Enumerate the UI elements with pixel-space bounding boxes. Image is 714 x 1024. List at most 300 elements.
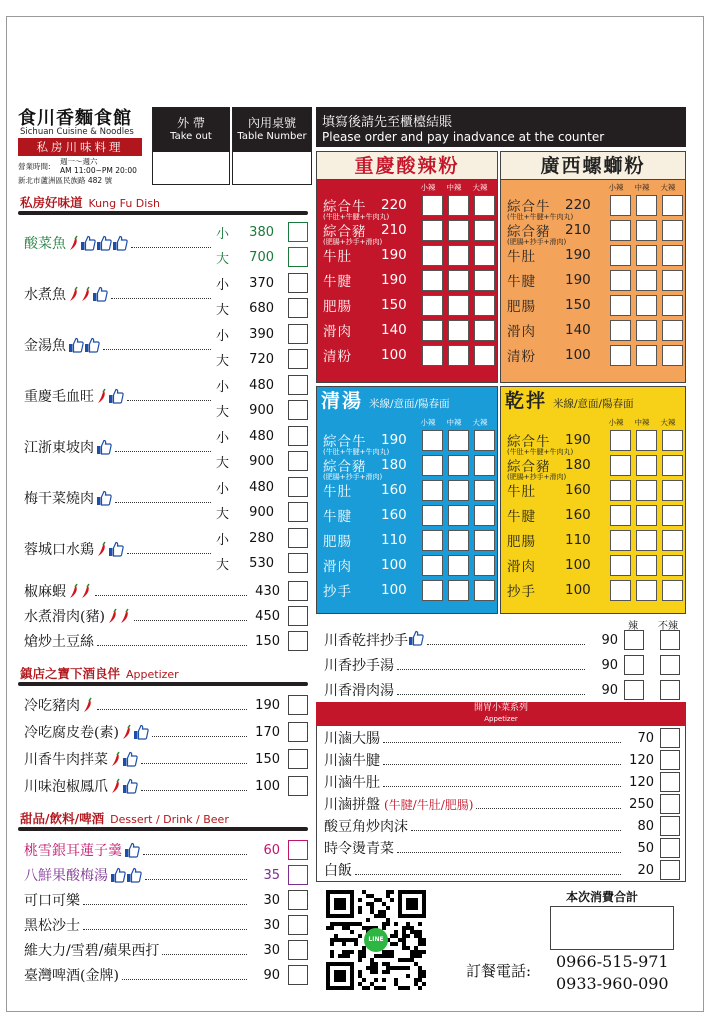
leader-dots xyxy=(127,544,211,554)
item-name: 牛肚 xyxy=(323,249,352,265)
checkbox-mild[interactable] xyxy=(610,555,631,576)
appetizer-item xyxy=(24,694,308,716)
checkbox-mild[interactable] xyxy=(610,295,631,316)
price: 700 xyxy=(249,249,274,265)
checkbox-medium[interactable] xyxy=(448,295,469,316)
thumbs-up-icon xyxy=(122,778,138,794)
dish-name: 川香牛肉拌菜 xyxy=(24,752,108,768)
item-label xyxy=(323,580,421,600)
kungfu-dish xyxy=(24,538,214,560)
checkbox-medium[interactable] xyxy=(636,195,657,216)
not-spicy-checkbox[interactable] xyxy=(660,630,680,650)
checkbox-mild[interactable] xyxy=(422,555,443,576)
price: 50 xyxy=(637,840,654,856)
checkbox-hot[interactable] xyxy=(474,455,495,476)
checkbox-hot[interactable] xyxy=(662,455,683,476)
checkbox-medium[interactable] xyxy=(448,270,469,291)
checkbox-medium[interactable] xyxy=(448,505,469,526)
order-checkbox[interactable] xyxy=(288,606,308,626)
thumbs-up-icon xyxy=(110,867,126,883)
spice-checkboxes xyxy=(610,345,683,366)
price: 430 xyxy=(255,583,280,599)
price: 900 xyxy=(249,402,274,418)
order-checkbox[interactable] xyxy=(288,915,308,935)
takeout-en: Take out xyxy=(170,131,212,142)
order-checkbox[interactable] xyxy=(288,451,308,471)
dish-icons xyxy=(110,751,138,767)
dish-icons xyxy=(124,842,140,858)
item-label xyxy=(507,295,605,315)
checkbox-hot[interactable] xyxy=(474,345,495,366)
item-price: 190 xyxy=(381,272,407,288)
thumbs-up-icon xyxy=(96,235,112,251)
item-components: (牛肚+牛腱+牛肉丸) xyxy=(323,448,390,456)
kungfu-title-zh: 私房好味道 xyxy=(20,195,83,210)
checkbox-medium[interactable] xyxy=(448,480,469,501)
size-label: 小 xyxy=(216,277,230,293)
checkbox-mild[interactable] xyxy=(422,270,443,291)
checkbox-mild[interactable] xyxy=(610,345,631,366)
checkbox-mild[interactable] xyxy=(422,245,443,266)
order-checkbox[interactable] xyxy=(288,349,308,369)
kungfu-dish xyxy=(24,385,214,407)
checkbox-medium[interactable] xyxy=(448,220,469,241)
checkbox-medium[interactable] xyxy=(448,195,469,216)
checkbox-medium[interactable] xyxy=(448,555,469,576)
item-label xyxy=(323,505,421,525)
order-checkbox[interactable] xyxy=(288,749,308,769)
drinks-item xyxy=(24,889,308,911)
checkbox-medium[interactable] xyxy=(448,345,469,366)
leader-dots xyxy=(131,238,211,248)
dish-icons xyxy=(96,439,112,455)
item-price: 110 xyxy=(565,532,591,548)
price: 150 xyxy=(255,633,280,649)
checkbox-medium[interactable] xyxy=(448,455,469,476)
order-checkbox[interactable] xyxy=(660,794,680,814)
spicy-header: 辣 xyxy=(628,621,638,632)
thumbs-up-icon xyxy=(96,490,112,506)
table-number-field[interactable] xyxy=(232,107,312,185)
panel-guangxi xyxy=(500,151,686,383)
item-name: 綜合牛 xyxy=(323,434,367,450)
price: 530 xyxy=(249,555,274,571)
checkbox-hot[interactable] xyxy=(662,530,683,551)
checkbox-mild[interactable] xyxy=(610,430,631,451)
thumbs-up-icon xyxy=(124,842,140,858)
item-name: 綜合牛 xyxy=(507,434,551,450)
item-label xyxy=(507,505,605,525)
leader-dots xyxy=(383,733,621,743)
checkbox-hot[interactable] xyxy=(662,480,683,501)
price: 90 xyxy=(601,682,618,698)
size-label: 小 xyxy=(216,379,230,395)
checkbox-mild[interactable] xyxy=(422,295,443,316)
order-checkbox[interactable] xyxy=(288,722,308,742)
item-label xyxy=(323,530,421,550)
size-option-large xyxy=(216,501,308,523)
item-label xyxy=(507,245,605,265)
checkbox-hot[interactable] xyxy=(474,195,495,216)
spice-checkboxes xyxy=(422,530,495,551)
leader-dots xyxy=(397,660,585,670)
item-label xyxy=(507,530,605,550)
thumbs-up-icon xyxy=(108,541,124,557)
size-label: 小 xyxy=(216,481,230,497)
item-label xyxy=(323,195,421,221)
spice-checkboxes xyxy=(610,220,683,241)
price: 450 xyxy=(255,608,280,624)
checkbox-mild[interactable] xyxy=(422,430,443,451)
table-caption xyxy=(233,108,311,152)
dish-name: 川滷牛肚 xyxy=(324,775,380,791)
panel-item xyxy=(507,479,683,501)
panel-header xyxy=(501,387,685,415)
checkbox-hot[interactable] xyxy=(474,480,495,501)
size-label: 大 xyxy=(216,302,230,318)
checkbox-hot[interactable] xyxy=(474,270,495,291)
order-checkbox[interactable] xyxy=(288,865,308,885)
order-checkbox[interactable] xyxy=(288,890,308,910)
item-name: 牛腱 xyxy=(507,509,536,525)
order-checkbox[interactable] xyxy=(288,502,308,522)
spicy-checkbox[interactable] xyxy=(624,680,644,700)
checkbox-hot[interactable] xyxy=(662,320,683,341)
spicy-checkbox[interactable] xyxy=(624,630,644,650)
panel-item xyxy=(323,429,495,456)
checkbox-hot[interactable] xyxy=(662,345,683,366)
item-label xyxy=(507,220,605,246)
leader-dots xyxy=(411,821,621,831)
checkbox-hot[interactable] xyxy=(474,430,495,451)
dish-name: 梅干菜燒肉 xyxy=(24,491,94,507)
item-name: 綜合牛 xyxy=(323,199,367,215)
line-badge-icon: LINE xyxy=(364,928,388,952)
hours-value xyxy=(60,157,137,175)
leader-dots xyxy=(383,777,621,787)
spice-checkboxes xyxy=(422,245,495,266)
dish-name: 川滷牛腱 xyxy=(324,753,380,769)
panel-item xyxy=(507,269,683,291)
checkbox-mild[interactable] xyxy=(422,320,443,341)
checkbox-mild[interactable] xyxy=(422,580,443,601)
order-checkbox[interactable] xyxy=(660,816,680,836)
order-checkbox[interactable] xyxy=(288,222,308,242)
price: 80 xyxy=(637,818,654,834)
checkbox-hot[interactable] xyxy=(662,580,683,601)
item-price: 150 xyxy=(381,297,407,313)
order-checkbox[interactable] xyxy=(288,298,308,318)
checkbox-mild[interactable] xyxy=(610,580,631,601)
checkbox-medium[interactable] xyxy=(636,430,657,451)
order-checkbox[interactable] xyxy=(288,247,308,267)
not-spicy-header: 不辣 xyxy=(658,621,678,632)
item-label xyxy=(323,430,421,456)
item-label xyxy=(323,220,421,246)
order-checkbox[interactable] xyxy=(660,860,680,880)
item-price: 190 xyxy=(381,432,407,448)
checkbox-hot[interactable] xyxy=(474,555,495,576)
item-price: 190 xyxy=(565,432,591,448)
item-name: 牛腱 xyxy=(323,509,352,525)
leader-dots xyxy=(145,870,247,880)
size-option-small xyxy=(216,425,308,447)
item-name: 抄手 xyxy=(323,584,352,600)
checkbox-medium[interactable] xyxy=(636,345,657,366)
order-checkbox[interactable] xyxy=(288,581,308,601)
checkbox-mild[interactable] xyxy=(610,245,631,266)
restaurant-name-en: Sichuan Cuisine & Noodles xyxy=(20,127,134,137)
spice-checkboxes xyxy=(610,480,683,501)
dish-name: 川味泡椒鳳爪 xyxy=(24,779,108,795)
order-checkbox[interactable] xyxy=(288,426,308,446)
checkbox-medium[interactable] xyxy=(636,220,657,241)
spice-header xyxy=(603,182,681,193)
dish-name: 水煮魚 xyxy=(24,287,66,303)
notice-en: Please order and pay inadvance at the counter xyxy=(322,130,605,144)
spice-checkboxes xyxy=(610,580,683,601)
spice-checkboxes xyxy=(422,505,495,526)
chili-icon xyxy=(68,235,80,251)
checkbox-mild[interactable] xyxy=(422,530,443,551)
spice-checkboxes xyxy=(610,455,683,476)
order-checkbox[interactable] xyxy=(288,631,308,651)
panel-dry xyxy=(500,386,686,614)
sides-bar xyxy=(316,702,686,726)
spice-medium: 中辣 xyxy=(634,183,650,192)
item-label xyxy=(323,270,421,290)
dish-name: 白飯 xyxy=(324,863,352,879)
order-checkbox[interactable] xyxy=(288,528,308,548)
price: 480 xyxy=(249,377,274,393)
checkbox-hot[interactable] xyxy=(474,505,495,526)
item-label xyxy=(507,195,605,221)
checkbox-hot[interactable] xyxy=(662,505,683,526)
spice-checkboxes xyxy=(610,555,683,576)
price: 250 xyxy=(629,796,654,812)
checkbox-hot[interactable] xyxy=(662,295,683,316)
chili-icon xyxy=(82,697,94,713)
checkbox-hot[interactable] xyxy=(474,530,495,551)
side-item xyxy=(324,793,680,815)
checkbox-medium[interactable] xyxy=(636,270,657,291)
size-label: 大 xyxy=(216,353,230,369)
checkbox-mild[interactable] xyxy=(610,505,631,526)
spice-header xyxy=(415,417,493,428)
checkbox-hot[interactable] xyxy=(662,270,683,291)
order-checkbox[interactable] xyxy=(660,772,680,792)
item-price: 210 xyxy=(381,222,407,238)
price: 30 xyxy=(263,917,280,933)
checkbox-medium[interactable] xyxy=(448,245,469,266)
order-checkbox[interactable] xyxy=(288,400,308,420)
chili-icon xyxy=(110,751,122,767)
hours-days: 週一～週六 xyxy=(60,157,98,166)
checkbox-medium[interactable] xyxy=(636,530,657,551)
checkbox-mild[interactable] xyxy=(422,195,443,216)
checkbox-hot[interactable] xyxy=(474,220,495,241)
item-components: (牛肚+牛腱+牛肉丸) xyxy=(507,213,574,221)
dish-name: 冷吃腐皮卷(素) xyxy=(24,725,119,741)
kungfu-title-en: Kung Fu Dish xyxy=(88,197,161,210)
panel-item xyxy=(507,344,683,366)
price: 90 xyxy=(601,632,618,648)
phone-1[interactable]: 0966-515-971 xyxy=(556,952,669,971)
size-option-large xyxy=(216,246,308,268)
item-name: 牛肚 xyxy=(323,484,352,500)
item-name: 肥腸 xyxy=(323,534,352,550)
dish-name: 重慶毛血旺 xyxy=(24,389,94,405)
item-price: 110 xyxy=(381,532,407,548)
item-label xyxy=(507,455,605,481)
checkbox-mild[interactable] xyxy=(422,220,443,241)
takeout-field[interactable] xyxy=(152,107,230,185)
not-spicy-checkbox[interactable] xyxy=(660,680,680,700)
spicy-checkbox[interactable] xyxy=(624,655,644,675)
dish-name: 川滷大腸 xyxy=(324,731,380,747)
checkbox-medium[interactable] xyxy=(636,480,657,501)
section-divider xyxy=(18,827,308,831)
dish-icons xyxy=(107,608,131,624)
spice-checkboxes xyxy=(422,455,495,476)
order-checkbox[interactable] xyxy=(288,840,308,860)
side-item xyxy=(324,749,680,771)
phone-2[interactable]: 0933-960-090 xyxy=(556,974,669,993)
checkbox-mild[interactable] xyxy=(422,455,443,476)
checkbox-medium[interactable] xyxy=(448,430,469,451)
panel-item xyxy=(507,454,683,481)
checkbox-hot[interactable] xyxy=(474,245,495,266)
checkbox-hot[interactable] xyxy=(474,320,495,341)
checkbox-mild[interactable] xyxy=(610,320,631,341)
order-checkbox[interactable] xyxy=(288,965,308,985)
item-name: 抄手 xyxy=(507,584,536,600)
order-checkbox[interactable] xyxy=(660,728,680,748)
checkbox-mild[interactable] xyxy=(422,345,443,366)
checkbox-mild[interactable] xyxy=(610,480,631,501)
spice-hot: 大辣 xyxy=(472,418,488,427)
checkbox-hot[interactable] xyxy=(662,245,683,266)
price: 30 xyxy=(263,942,280,958)
checkbox-medium[interactable] xyxy=(448,320,469,341)
item-label xyxy=(323,455,421,481)
item-price: 140 xyxy=(565,322,591,338)
price: 900 xyxy=(249,453,274,469)
not-spicy-checkbox[interactable] xyxy=(660,655,680,675)
checkbox-mild[interactable] xyxy=(610,270,631,291)
dish-name: 可口可樂 xyxy=(24,893,80,909)
checkbox-mild[interactable] xyxy=(422,480,443,501)
leader-dots xyxy=(103,340,211,350)
panel-title: 廣西螺螄粉 xyxy=(501,152,685,180)
order-checkbox[interactable] xyxy=(288,940,308,960)
order-checkbox[interactable] xyxy=(288,695,308,715)
checkbox-medium[interactable] xyxy=(636,580,657,601)
noodle-options: 米線/意面/陽春面 xyxy=(369,398,450,410)
section-divider xyxy=(18,682,308,686)
checkbox-hot[interactable] xyxy=(474,580,495,601)
item-price: 180 xyxy=(565,457,591,473)
dish-note: (牛腱/牛肚/肥腸) xyxy=(384,797,474,812)
item-price: 190 xyxy=(565,272,591,288)
dish-name: 維大力/雪碧/蘋果西打 xyxy=(24,943,160,959)
leader-dots xyxy=(97,636,247,646)
checkbox-hot[interactable] xyxy=(662,555,683,576)
checkbox-mild[interactable] xyxy=(610,455,631,476)
thumbs-up-icon xyxy=(84,337,100,353)
order-checkbox[interactable] xyxy=(288,273,308,293)
order-checkbox[interactable] xyxy=(288,324,308,344)
leader-dots xyxy=(115,493,211,503)
order-checkbox[interactable] xyxy=(660,838,680,858)
side-item xyxy=(324,727,680,749)
size-label: 大 xyxy=(216,455,230,471)
leader-dots xyxy=(83,920,247,930)
appetizer-item xyxy=(24,775,308,797)
order-checkbox[interactable] xyxy=(288,553,308,573)
order-checkbox[interactable] xyxy=(660,750,680,770)
item-label xyxy=(507,480,605,500)
item-name: 牛肚 xyxy=(507,249,536,265)
dish-icons xyxy=(96,490,112,506)
price: 380 xyxy=(249,224,274,240)
dish-icons xyxy=(110,778,138,794)
price: 680 xyxy=(249,300,274,316)
checkbox-medium[interactable] xyxy=(636,320,657,341)
spice-mild: 小辣 xyxy=(608,183,624,192)
spice-header xyxy=(415,182,493,193)
item-name: 綜合牛 xyxy=(507,199,551,215)
item-price: 100 xyxy=(565,347,591,363)
checkbox-medium[interactable] xyxy=(636,295,657,316)
checkbox-mild[interactable] xyxy=(610,195,631,216)
appetizer-item xyxy=(24,721,308,743)
chili-icon xyxy=(110,778,122,794)
checkbox-medium[interactable] xyxy=(636,505,657,526)
item-label xyxy=(323,345,421,365)
checkbox-medium[interactable] xyxy=(636,555,657,576)
checkbox-mild[interactable] xyxy=(610,220,631,241)
checkbox-medium[interactable] xyxy=(636,245,657,266)
dish-name: 金湯魚 xyxy=(24,338,66,354)
checkbox-medium[interactable] xyxy=(448,530,469,551)
dish-name: 川香乾拌抄手 xyxy=(324,633,408,649)
checkbox-mild[interactable] xyxy=(422,505,443,526)
checkbox-hot[interactable] xyxy=(662,220,683,241)
order-checkbox[interactable] xyxy=(288,776,308,796)
item-name: 滑肉 xyxy=(323,559,352,575)
total-field[interactable] xyxy=(550,906,674,950)
item-label xyxy=(323,320,421,340)
order-checkbox[interactable] xyxy=(288,477,308,497)
checkbox-medium[interactable] xyxy=(636,455,657,476)
line-qr-code[interactable] xyxy=(326,890,426,990)
order-checkbox[interactable] xyxy=(288,375,308,395)
checkbox-medium[interactable] xyxy=(448,580,469,601)
item-price: 160 xyxy=(381,482,407,498)
spice-checkboxes xyxy=(422,555,495,576)
panel-title: 乾拌 xyxy=(505,390,548,412)
checkbox-hot[interactable] xyxy=(474,295,495,316)
checkbox-hot[interactable] xyxy=(662,195,683,216)
hours-time: AM 11:00~PM 20:00 xyxy=(60,166,137,175)
price: 90 xyxy=(263,967,280,983)
checkbox-hot[interactable] xyxy=(662,430,683,451)
appetizer-title-zh: 鎮店之寶下酒良伴 xyxy=(20,666,121,681)
item-price: 190 xyxy=(381,247,407,263)
checkbox-mild[interactable] xyxy=(610,530,631,551)
kungfu-dish xyxy=(24,580,308,602)
